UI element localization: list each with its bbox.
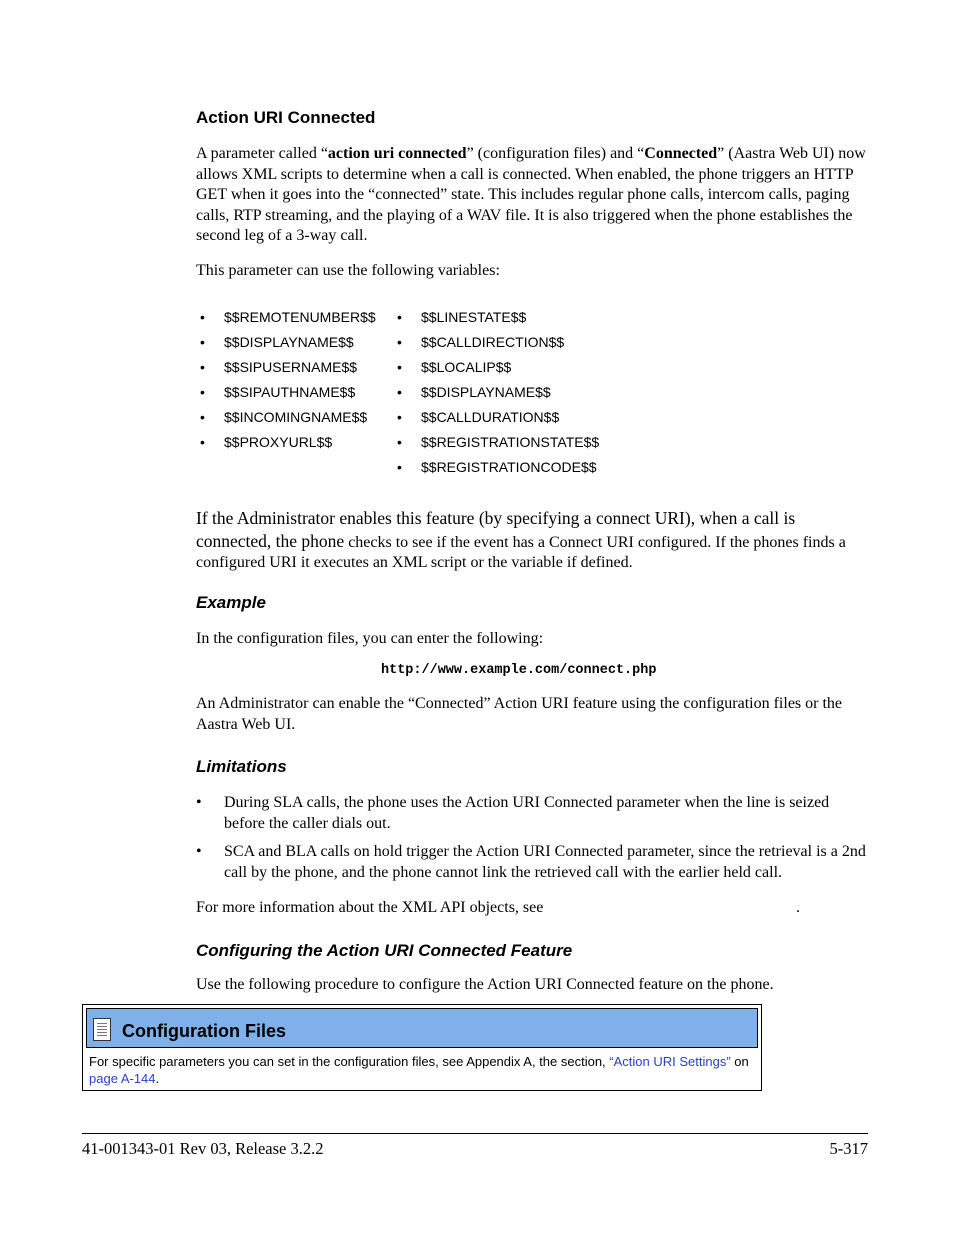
bullet-dot: • — [397, 334, 402, 350]
right-variable-item: $$DISPLAYNAME$$ — [421, 384, 551, 400]
bullet-dot: • — [196, 794, 202, 811]
action-uri-settings-link[interactable]: “Action URI Settings” — [609, 1054, 731, 1069]
configuration-files-title: Configuration Files — [122, 1021, 286, 1041]
right-variable-item: $$CALLDURATION$$ — [421, 409, 560, 425]
section-heading: Action URI Connected — [196, 108, 376, 127]
footer-page-number: 5-317 — [829, 1139, 868, 1158]
right-variable-item: $$CALLDIRECTION$$ — [421, 334, 565, 350]
configuration-files-header — [86, 1008, 758, 1048]
admin-paragraph: If the Administrator enables this feature (by specifying a connect URI), when a call is connected, the phone checks to see if the event has a Connect URI configured. If the phones finds a configured URI it executes an XML script or the variable if defined. — [196, 508, 846, 571]
left-variable-item: $$PROXYURL$$ — [224, 434, 333, 450]
left-variable-item: $$INCOMINGNAME$$ — [224, 409, 368, 425]
footer-rule — [82, 1133, 868, 1134]
bullet-dot: • — [200, 434, 205, 450]
example-heading: Example — [196, 593, 266, 612]
example-code: http://www.example.com/connect.php — [381, 663, 657, 678]
bullet-dot: • — [397, 409, 402, 425]
bullet-dot: • — [200, 359, 205, 375]
intro-paragraph: A parameter called “action uri connected” (configuration files) and “Connected” (Aastra Web UI) now allows XML scripts to determine when a call is connected. When enabled, the phone triggers an HTTP GET when it goes into the “connected” state. This includes regular phone calls, intercom calls, paging calls, RTP streaming, and the playing of a WAV file. It is also triggered when the phone establishes the second leg of a 3-way call. — [196, 145, 866, 244]
left-variable-item: $$REMOTENUMBER$$ — [224, 309, 376, 325]
footer-document-id: 41-001343-01 Rev 03, Release 3.2.2 — [82, 1139, 324, 1158]
right-variable-item: $$REGISTRATIONSTATE$$ — [421, 434, 600, 450]
right-variable-item: $$LOCALIP$$ — [421, 359, 512, 375]
bullet-dot: • — [200, 334, 205, 350]
bullet-dot: • — [200, 409, 205, 425]
limitations-heading: Limitations — [196, 757, 287, 776]
bullet-dot: • — [397, 384, 402, 400]
limitation-item-2: SCA and BLA calls on hold trigger the Action URI Connected parameter, since the retrieval is a 2nd call by the phone, and the phone cannot link the retrieved call with the earlier held call. — [224, 843, 866, 881]
document-icon — [93, 1018, 111, 1041]
right-variable-item: $$REGISTRATIONCODE$$ — [421, 459, 597, 475]
page-a-144-link[interactable]: page A-144 — [89, 1071, 156, 1086]
more-info-text: For more information about the XML API objects, see — [196, 899, 544, 916]
left-variable-item: $$DISPLAYNAME$$ — [224, 334, 354, 350]
configuration-files-box — [82, 1004, 762, 1091]
example-text: In the configuration files, you can enter the following: — [196, 630, 544, 647]
bullet-dot: • — [196, 843, 202, 860]
configuring-text: Use the following procedure to configure the Action URI Connected feature on the phone. — [196, 976, 774, 993]
variables-intro: This parameter can use the following variables: — [196, 262, 500, 279]
configuring-heading: Configuring the Action URI Connected Feature — [196, 941, 573, 960]
example-after-text: An Administrator can enable the “Connected” Action URI feature using the configuration files or the Aastra Web UI. — [196, 695, 843, 733]
bullet-dot: • — [397, 309, 402, 325]
limitation-item-1: During SLA calls, the phone uses the Action URI Connected parameter when the line is seized before the caller dials out. — [224, 794, 830, 832]
bullet-dot: • — [397, 359, 402, 375]
configuration-files-body: For specific parameters you can set in the configuration files, see Appendix A, the section, “Action URI Settings” on page A-144. — [89, 1054, 749, 1086]
bullet-dot: • — [200, 384, 205, 400]
bullet-dot: • — [397, 459, 402, 475]
bullet-dot: • — [397, 434, 402, 450]
bullet-dot: • — [200, 309, 205, 325]
right-variable-item: $$LINESTATE$$ — [421, 309, 527, 325]
left-variable-item: $$SIPAUTHNAME$$ — [224, 384, 356, 400]
left-variable-item: $$SIPUSERNAME$$ — [224, 359, 358, 375]
more-info-period: . — [796, 899, 800, 916]
